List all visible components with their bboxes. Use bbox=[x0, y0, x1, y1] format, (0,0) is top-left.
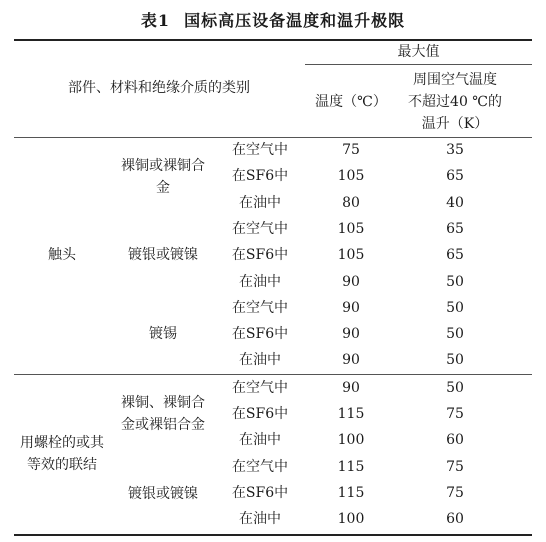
material-label: 镀银或镀镍 bbox=[128, 486, 198, 502]
material-label: 裸铜或裸铜合 bbox=[121, 158, 205, 174]
temperature-rise-cell: 75 bbox=[446, 485, 464, 501]
medium-cell: 在SF6中 bbox=[231, 485, 289, 501]
temperature-rise-header-line2: 不超过40 ℃的 bbox=[408, 94, 502, 110]
medium-cell: 在SF6中 bbox=[231, 247, 289, 263]
temperature-rise-cell: 75 bbox=[446, 406, 464, 422]
material-label: 金或裸铝合金 bbox=[121, 417, 205, 433]
medium-cell: 在SF6中 bbox=[231, 168, 289, 184]
medium-cell: 在油中 bbox=[239, 511, 281, 527]
temperature-header: 温度（℃） bbox=[315, 94, 387, 110]
medium-cell: 在空气中 bbox=[232, 300, 288, 316]
temperature-rise-cell: 60 bbox=[446, 432, 464, 448]
temperature-rise-cell: 50 bbox=[446, 326, 464, 342]
medium-cell: 在油中 bbox=[239, 432, 281, 448]
material-label: 镀锡 bbox=[149, 326, 177, 342]
medium-cell: 在空气中 bbox=[232, 142, 288, 158]
group-name-contacts: 触头 bbox=[48, 247, 76, 263]
temperature-rise-cell: 60 bbox=[446, 511, 464, 527]
group-divider-rule bbox=[14, 374, 532, 375]
temperature-rise-cell: 75 bbox=[446, 459, 464, 475]
temperature-cell: 90 bbox=[342, 274, 360, 290]
temperature-cell: 90 bbox=[342, 326, 360, 342]
temperature-cell: 80 bbox=[342, 195, 360, 211]
table-number: 表1 bbox=[140, 11, 171, 30]
header-bottom-rule bbox=[14, 137, 532, 138]
temperature-rise-cell: 65 bbox=[446, 221, 464, 237]
temperature-rise-cell: 65 bbox=[446, 168, 464, 184]
temperature-cell: 100 bbox=[337, 511, 365, 527]
medium-cell: 在空气中 bbox=[232, 380, 288, 396]
temperature-rise-cell: 35 bbox=[446, 142, 464, 158]
medium-cell: 在空气中 bbox=[232, 459, 288, 475]
medium-cell: 在油中 bbox=[239, 195, 281, 211]
temperature-rise-cell: 50 bbox=[446, 274, 464, 290]
temperature-cell: 90 bbox=[342, 300, 360, 316]
temperature-cell: 115 bbox=[337, 485, 365, 501]
temperature-cell: 90 bbox=[342, 380, 360, 396]
temperature-rise-cell: 65 bbox=[446, 247, 464, 263]
medium-cell: 在油中 bbox=[239, 352, 281, 368]
table-caption bbox=[0, 8, 546, 31]
material-label: 金 bbox=[156, 180, 170, 196]
material-label: 裸铜、裸铜合 bbox=[121, 395, 205, 411]
medium-cell: 在空气中 bbox=[232, 221, 288, 237]
temperature-cell: 75 bbox=[342, 142, 360, 158]
table-title: 国标高压设备温度和温升极限 bbox=[184, 11, 406, 30]
medium-cell: 在SF6中 bbox=[231, 406, 289, 422]
temperature-cell: 105 bbox=[337, 168, 365, 184]
top-rule bbox=[14, 39, 532, 41]
temperature-cell: 115 bbox=[337, 459, 365, 475]
max-value-underline bbox=[305, 64, 532, 65]
temperature-rise-cell: 40 bbox=[446, 195, 464, 211]
temperature-cell: 115 bbox=[337, 406, 365, 422]
medium-cell: 在SF6中 bbox=[231, 326, 289, 342]
temperature-rise-cell: 50 bbox=[446, 300, 464, 316]
temperature-rise-cell: 50 bbox=[446, 352, 464, 368]
temperature-rise-header-line3: 温升（K） bbox=[421, 116, 489, 132]
temperature-cell: 100 bbox=[337, 432, 365, 448]
temperature-rise-cell: 50 bbox=[446, 380, 464, 396]
temperature-cell: 90 bbox=[342, 352, 360, 368]
temperature-cell: 105 bbox=[337, 247, 365, 263]
medium-cell: 在油中 bbox=[239, 274, 281, 290]
group-name-bolted-line1: 用螺栓的或其 bbox=[20, 435, 104, 451]
bottom-rule bbox=[14, 534, 532, 536]
material-label: 镀银或镀镍 bbox=[128, 247, 198, 263]
max-value-header: 最大值 bbox=[397, 44, 440, 60]
temperature-cell: 105 bbox=[337, 221, 365, 237]
category-header: 部件、材料和绝缘介质的类别 bbox=[68, 80, 250, 96]
temperature-rise-header-line1: 周围空气温度 bbox=[413, 72, 497, 88]
group-name-bolted-line2: 等效的联结 bbox=[27, 457, 97, 473]
